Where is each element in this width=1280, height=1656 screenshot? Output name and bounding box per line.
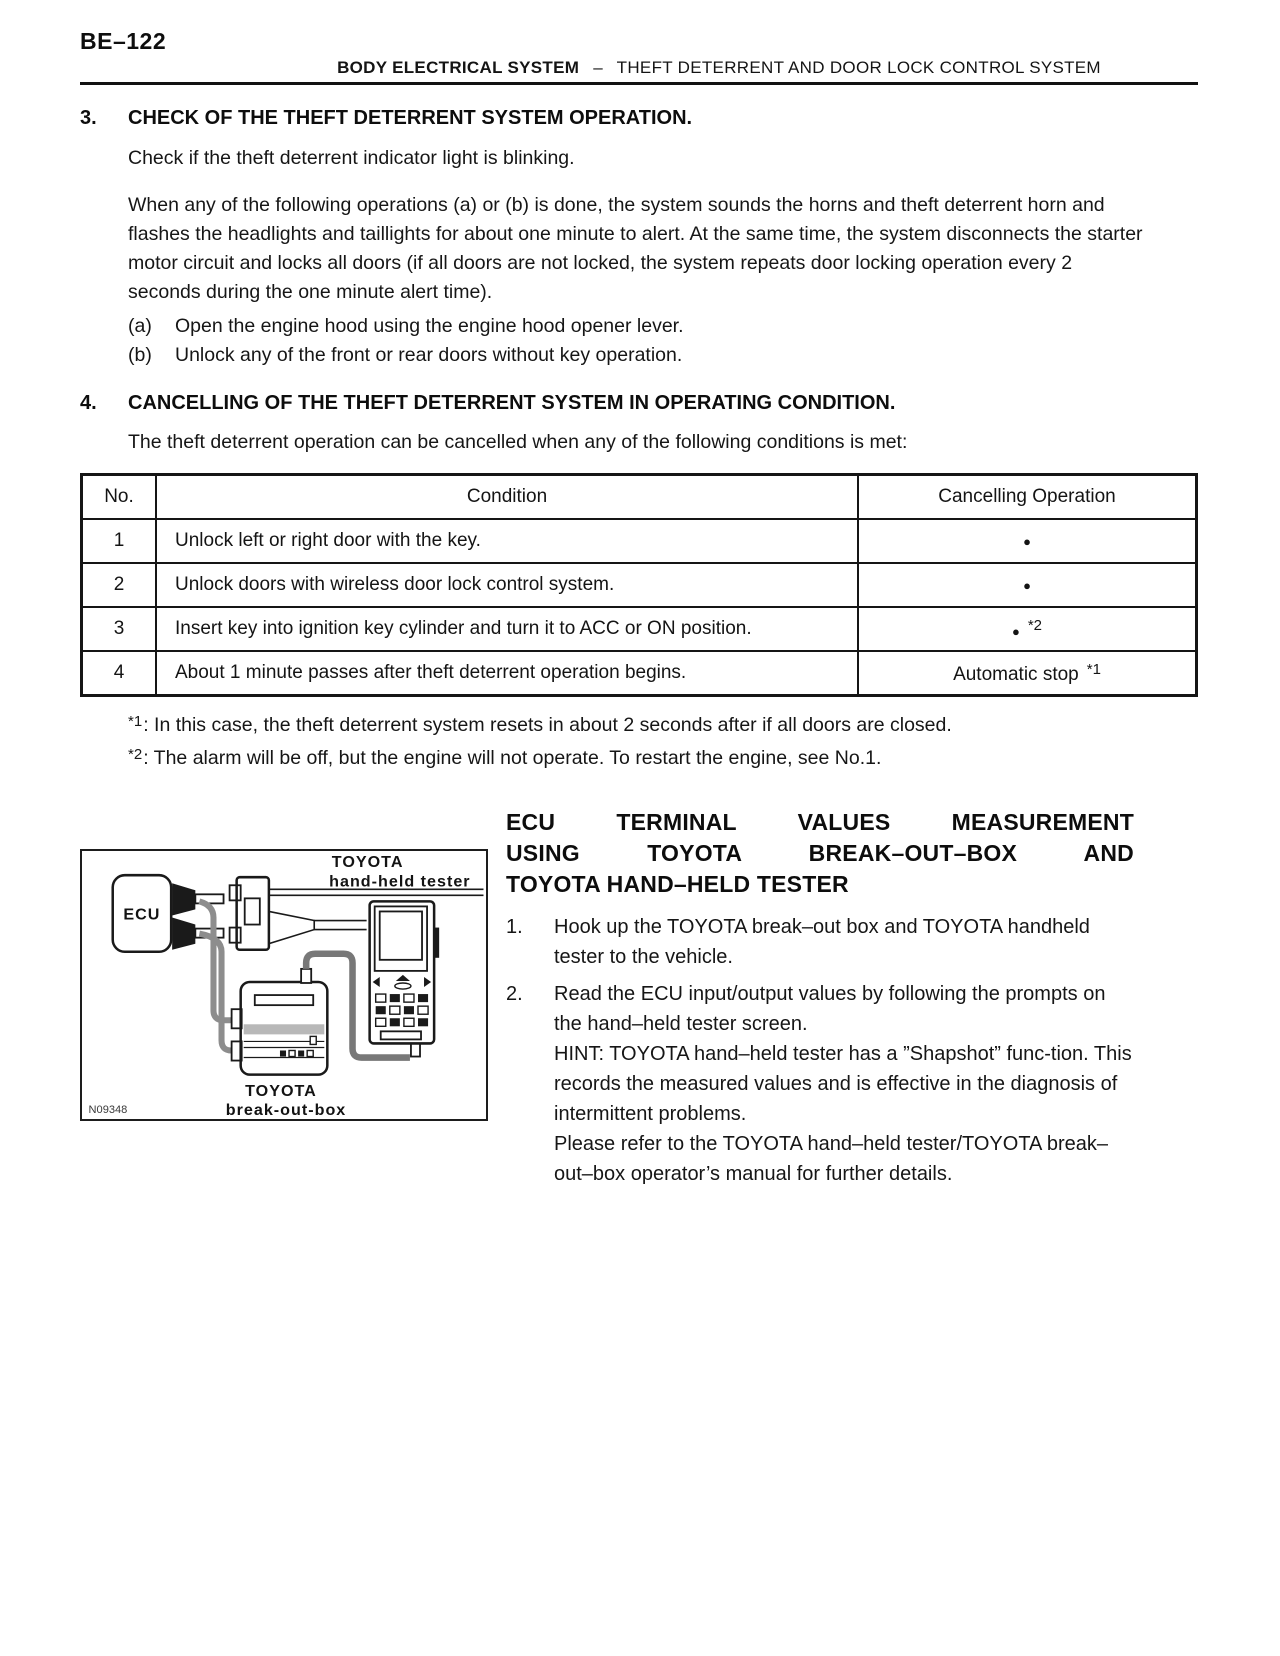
step-2-number: 2. <box>506 983 523 1005</box>
bullet-dot: ● <box>1023 534 1031 549</box>
tester-screen <box>380 911 422 959</box>
running-header-separator: – <box>593 58 603 77</box>
paragraph: When any of the following operations (a) or (b) is done, the system sounds the horns and theft deterrent horn and flashes the headlights and taillights for about one minute to alert. At the same time, the system disconnects the starter motor circuit and locks all doors (if all doors are not locked, the system repeats door locking operation every 2 seconds during the one minute alert time). <box>128 194 1143 303</box>
tester-left-arrow <box>373 977 380 987</box>
tester-key <box>390 1006 400 1014</box>
section-4-heading <box>80 392 1198 415</box>
cell-condition: Unlock left or right door with the key. <box>156 519 858 563</box>
running-header-section: BODY ELECTRICAL SYSTEM <box>337 58 580 77</box>
tester-key <box>418 994 428 1002</box>
tester-key <box>404 1006 414 1014</box>
tester-bottom-slot <box>381 1031 421 1039</box>
cell-no: 4 <box>82 651 157 696</box>
tester-key <box>418 1018 428 1026</box>
table-row <box>82 651 1197 696</box>
column-header-no: No. <box>82 475 157 520</box>
step-1-number: 1. <box>506 916 523 938</box>
list-item-b-label: (b) <box>128 344 152 366</box>
footnote-2-text: : The alarm will be off, but the engine will not operate. To restart the engine, see No.1. <box>143 747 882 769</box>
footnote-ref: *1 <box>1086 660 1101 678</box>
wiring-diagram <box>82 851 486 1119</box>
table-header-row <box>82 475 1197 520</box>
footnotes <box>128 707 1198 773</box>
running-header-subsection: THEFT DETERRENT AND DOOR LOCK CONTROL SYSTEM <box>616 58 1101 77</box>
hint-paragraph: HINT: TOYOTA hand–held tester has a ”Shapshot” func-tion. This records the measured values and is effective in the diagnosis of intermittent problems. <box>554 1043 1132 1125</box>
footnote-1-marker: *1 <box>128 713 143 730</box>
tester-label-line2: hand-held tester <box>329 872 471 891</box>
page-header <box>80 28 1198 85</box>
column-header-condition: Condition <box>156 475 858 520</box>
tester-label-line1: TOYOTA <box>331 853 404 872</box>
cable-ecu-to-breakout-2 <box>199 934 241 1051</box>
cell-condition: About 1 minute passes after theft deterrent operation begins. <box>156 651 858 696</box>
section-3-heading <box>80 107 1198 130</box>
list-item-a-label: (a) <box>128 315 152 337</box>
breakout-button <box>298 1050 304 1056</box>
section-4 <box>80 392 1198 773</box>
section-4-title: CANCELLING OF THE THEFT DETERRENT SYSTEM IN OPERATING CONDITION. <box>128 392 896 414</box>
list-item-b-text: Unlock any of the front or rear doors without key operation. <box>175 344 683 366</box>
two-column-area <box>80 807 1198 1189</box>
ecu-connector-top <box>172 883 195 915</box>
section-3-title: CHECK OF THE THEFT DETERRENT SYSTEM OPERATION. <box>128 107 693 129</box>
footnote-2 <box>128 740 1198 773</box>
cell-no: 3 <box>82 607 157 651</box>
footnote-1 <box>128 707 1198 740</box>
cell-condition: Unlock doors with wireless door lock control system. <box>156 563 858 607</box>
cancelling-conditions-table <box>80 473 1198 697</box>
cell-operation <box>858 607 1197 651</box>
table-row <box>82 519 1197 563</box>
tester-right-arrow <box>424 977 431 987</box>
running-header <box>80 58 1198 78</box>
figure-code: N09348 <box>88 1103 128 1116</box>
procedure-step-1 <box>506 912 1134 972</box>
tester-key <box>404 994 414 1002</box>
cell-operation <box>858 651 1197 696</box>
tester-bottom-plug <box>411 1043 420 1056</box>
tester-key <box>390 1018 400 1026</box>
tester-key <box>376 1006 386 1014</box>
breakout-label-line1: TOYOTA <box>245 1081 317 1100</box>
section-4-body <box>128 428 1143 457</box>
breakout-button <box>280 1050 286 1056</box>
list-item-a-text: Open the engine hood using the engine hood opener lever. <box>175 315 684 337</box>
cell-no: 1 <box>82 519 157 563</box>
bullet-dot: ● <box>1011 623 1020 639</box>
right-heading-line: USING TOYOTA BREAK–OUT–BOX AND <box>506 840 1134 866</box>
breakout-box-figure <box>80 849 488 1121</box>
step-1-text: Hook up the TOYOTA break–out box and TOYOTA handheld tester to the vehicle. <box>554 916 1090 968</box>
ecu-label: ECU <box>123 905 161 924</box>
adapter-window <box>245 898 260 924</box>
section-4-number: 4. <box>80 392 97 414</box>
cell-condition: Insert key into ignition key cylinder and turn it to ACC or ON position. <box>156 607 858 651</box>
procedure-step-2 <box>506 979 1134 1039</box>
table-row <box>82 563 1197 607</box>
step-2-text: Read the ECU input/output values by following the prompts on the hand–held tester screen. <box>554 983 1106 1035</box>
plug-bottom <box>230 928 241 943</box>
paragraph: Check if the theft deterrent indicator light is blinking. <box>128 147 575 169</box>
tester-key <box>418 1006 428 1014</box>
breakout-band <box>244 1024 325 1034</box>
breakout-button <box>289 1050 295 1056</box>
footnote-2-marker: *2 <box>128 746 143 763</box>
tester-key <box>376 994 386 1002</box>
breakout-slot <box>255 995 313 1005</box>
tester-key <box>404 1018 414 1026</box>
tester-up-arrow <box>396 975 410 981</box>
breakout-button <box>307 1050 313 1056</box>
ecu-connector-bottom <box>172 917 195 949</box>
right-heading-line: TOYOTA HAND–HELD TESTER <box>506 871 849 897</box>
right-column <box>506 807 1134 1189</box>
breakout-label-line2: break-out-box <box>225 1100 347 1119</box>
table-intro: The theft deterrent operation can be cancelled when any of the following conditions is met: <box>128 431 908 453</box>
tester-key <box>376 1018 386 1026</box>
tester-oval-key <box>395 983 411 989</box>
list-item-b <box>128 341 1143 370</box>
section-3-number: 3. <box>80 107 97 129</box>
bullet-dot: ● <box>1023 578 1031 593</box>
cell-operation <box>858 519 1197 563</box>
section-3-body <box>128 144 1143 370</box>
header-rule <box>80 82 1198 85</box>
section-3 <box>80 107 1198 370</box>
right-heading-line: ECU TERMINAL VALUES MEASUREMENT <box>506 809 1134 835</box>
column-header-cancelling-operation: Cancelling Operation <box>858 475 1197 520</box>
harness-fan <box>269 911 314 943</box>
footnote-ref: *2 <box>1027 616 1043 634</box>
breakout-top-plug <box>301 969 311 983</box>
operation-text: Automatic stop <box>953 663 1079 685</box>
tester-key <box>390 994 400 1002</box>
cell-operation <box>858 563 1197 607</box>
table-row <box>82 607 1197 651</box>
page-number: BE–122 <box>80 28 167 54</box>
procedure-steps <box>506 912 1134 1189</box>
plug-top <box>230 885 241 900</box>
reference-paragraph: Please refer to the TOYOTA hand–held tester/TOYOTA break–out–box operator’s manual for further details. <box>554 1133 1109 1185</box>
tester-side-tab <box>434 928 439 958</box>
cell-no: 2 <box>82 563 157 607</box>
list-item-a <box>128 312 1143 341</box>
breakout-switch <box>310 1036 316 1044</box>
footnote-1-text: : In this case, the theft deterrent system resets in about 2 seconds after if all doors are closed. <box>143 714 952 736</box>
